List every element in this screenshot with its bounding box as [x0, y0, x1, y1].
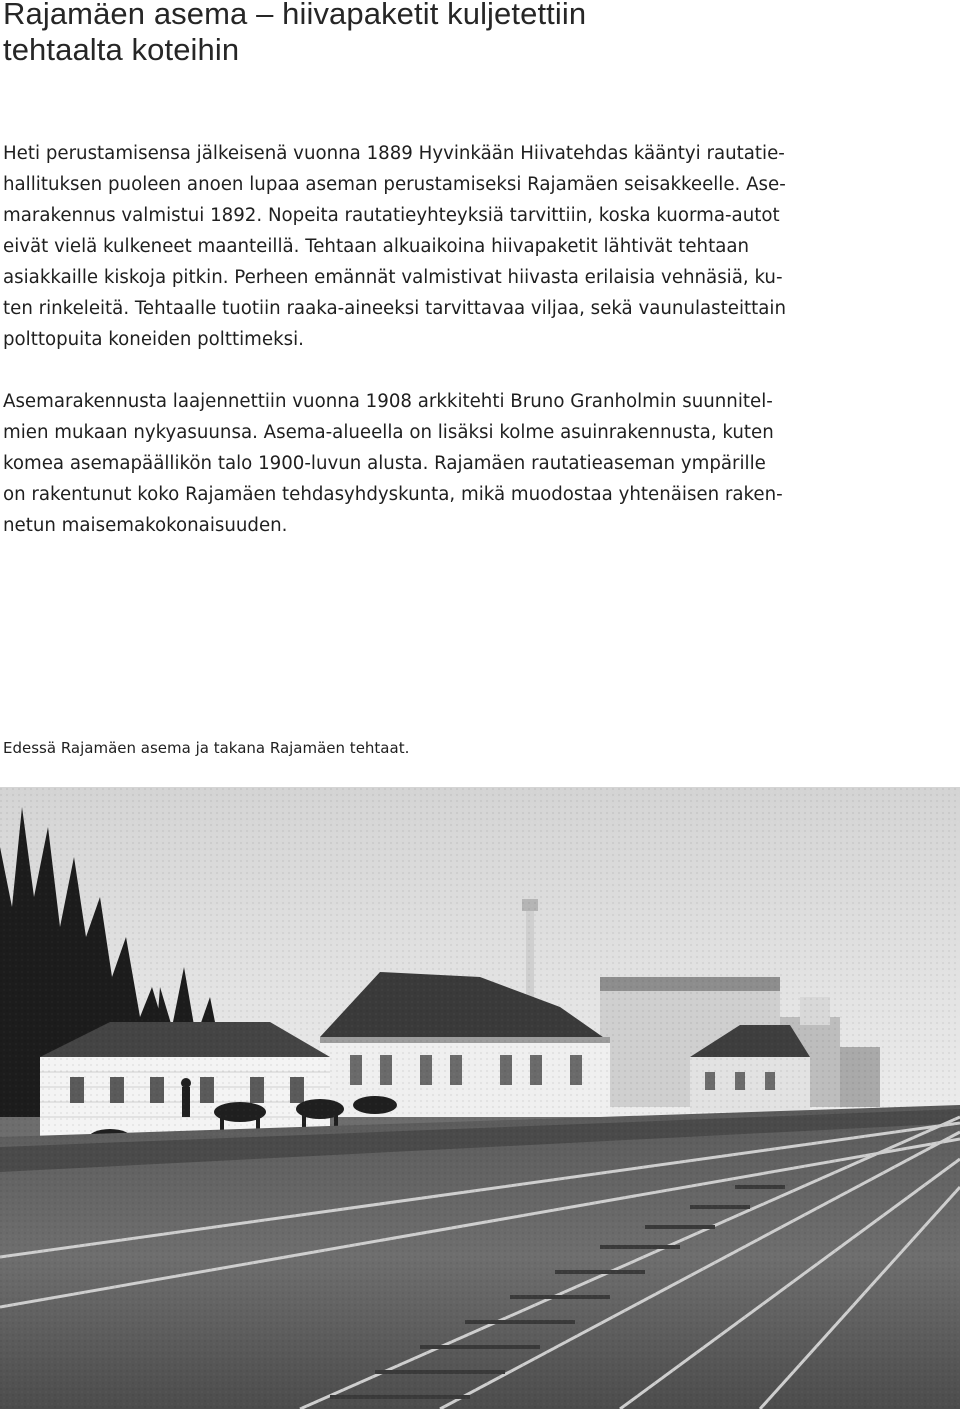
station-photo-illustration — [0, 787, 960, 1409]
photo-grain — [0, 787, 960, 1409]
text-line: komea asemapäällikön talo 1900-luvun alusta. Rajamäen rautatieaseman ympärille — [3, 453, 766, 474]
text-line: polttopuita koneiden polttimeksi. — [3, 329, 304, 350]
title-line: tehtaalta koteihin — [3, 32, 240, 67]
text-line: Asemarakennusta laajennettiin vuonna 1908 arkkitehti Bruno Granholmin suunnitel- — [3, 391, 773, 412]
title-line: Rajamäen asema – hiivapaketit kuljetettiin — [3, 0, 587, 31]
text-line: netun maisemakokonaisuuden. — [3, 515, 288, 536]
text-line: on rakentunut koko Rajamäen tehdasyhdyskunta, mikä muodostaa yhtenäisen raken- — [3, 484, 783, 505]
photo-caption: Edessä Rajamäen asema ja takana Rajamäen tehtaat. — [3, 739, 410, 757]
text-line: Heti perustamisensa jälkeisenä vuonna 1889 Hyvinkään Hiivatehdas kääntyi rautatie- — [3, 143, 785, 164]
page-title — [3, 0, 953, 68]
text-line: eivät vielä kulkeneet maanteillä. Tehtaan alkuaikoina hiivapaketit lähtivät tehtaan — [3, 236, 750, 257]
text-line: hallituksen puoleen anoen lupaa aseman perustamiseksi Rajamäen seisakkeelle. Ase- — [3, 174, 786, 195]
text-line: ten rinkeleitä. Tehtaalle tuotiin raaka-aineeksi tarvittavaa viljaa, sekä vaunulasteittain — [3, 298, 787, 319]
intro-paragraph — [3, 138, 958, 355]
text-line: asiakkaille kiskoja pitkin. Perheen emännät valmistivat hiivasta erilaisia vehnäsiä, ku- — [3, 267, 783, 288]
station-photo — [0, 787, 960, 1409]
text-line: mien mukaan nykyasuunsa. Asema-alueella on lisäksi kolme asuinrakennusta, kuten — [3, 422, 774, 443]
text-line: marakennus valmistui 1892. Nopeita rautatieyhteyksiä tarvittiin, koska kuorma-autot — [3, 205, 780, 226]
second-paragraph — [3, 386, 958, 541]
